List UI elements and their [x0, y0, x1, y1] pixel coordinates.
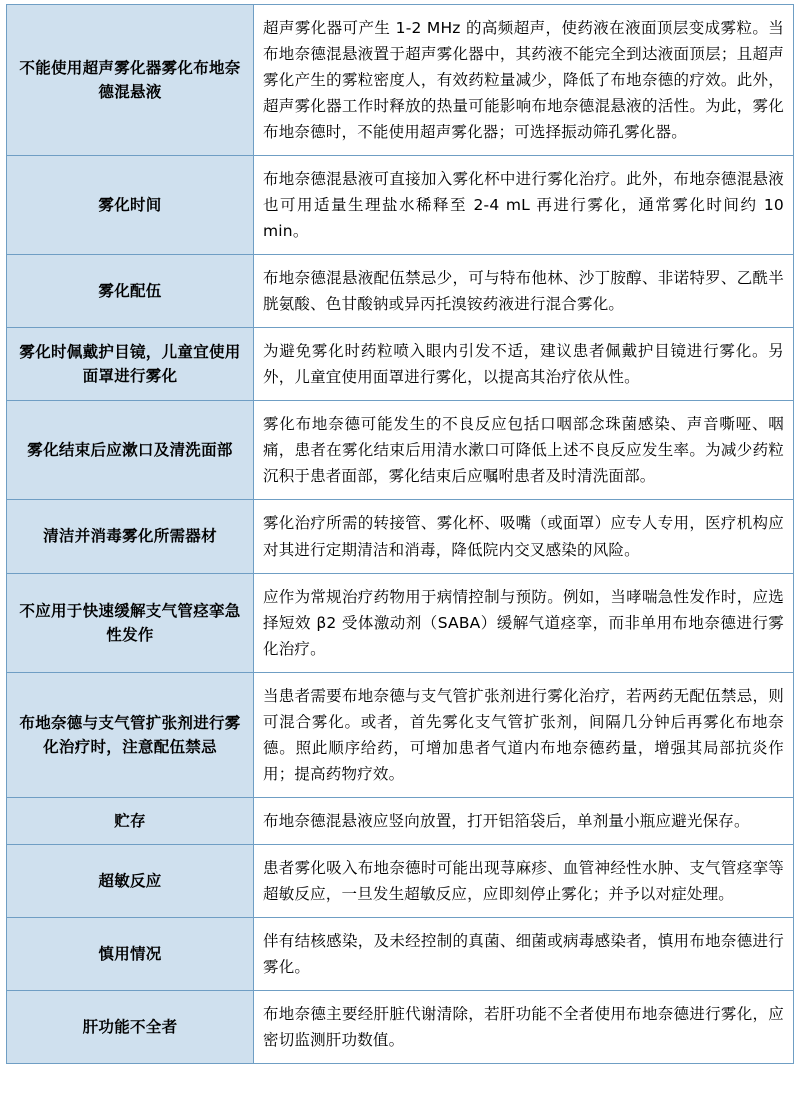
- row-value: 布地奈德混悬液应竖向放置，打开铝箔袋后，单剂量小瓶应避光保存。: [254, 797, 794, 844]
- row-key: 贮存: [7, 797, 254, 844]
- budesonide-nebulization-table: [6, 4, 794, 1064]
- row-key: 雾化时间: [7, 156, 254, 255]
- table-body: [7, 5, 794, 1064]
- row-key: 雾化配伍: [7, 255, 254, 328]
- row-key: 不应用于快速缓解支气管痉挛急性发作: [7, 573, 254, 672]
- table-row: [7, 328, 794, 401]
- table-row: [7, 917, 794, 990]
- row-value: 应作为常规治疗药物用于病情控制与预防。例如，当哮喘急性发作时，应选择短效 β2 受体激动剂（SABA）缓解气道痉挛，而非单用布地奈德进行雾化治疗。: [254, 573, 794, 672]
- row-value: 雾化布地奈德可能发生的不良反应包括口咽部念珠菌感染、声音嘶哑、咽痛，患者在雾化结束后用清水漱口可降低上述不良反应发生率。为减少药粒沉积于患者面部，雾化结束后应嘱咐患者及时清洗面部。: [254, 401, 794, 500]
- table-row: [7, 255, 794, 328]
- table-row: [7, 990, 794, 1063]
- table-row: [7, 573, 794, 672]
- table-row: [7, 5, 794, 156]
- row-value: 雾化治疗所需的转接管、雾化杯、吸嘴（或面罩）应专人专用，医疗机构应对其进行定期清洁和消毒，降低院内交叉感染的风险。: [254, 500, 794, 573]
- row-key: 超敏反应: [7, 844, 254, 917]
- table-row: [7, 844, 794, 917]
- table-row: [7, 500, 794, 573]
- row-value: 当患者需要布地奈德与支气管扩张剂进行雾化治疗，若两药无配伍禁忌，则可混合雾化。或者，首先雾化支气管扩张剂，间隔几分钟后再雾化布地奈德。照此顺序给药，可增加患者气道内布地奈德药量，增强其局部抗炎作用；提高药物疗效。: [254, 672, 794, 797]
- table-row: [7, 401, 794, 500]
- row-value: 伴有结核感染，及未经控制的真菌、细菌或病毒感染者，慎用布地奈德进行雾化。: [254, 917, 794, 990]
- row-value: 为避免雾化时药粒喷入眼内引发不适，建议患者佩戴护目镜进行雾化。另外，儿童宜使用面罩进行雾化，以提高其治疗依从性。: [254, 328, 794, 401]
- row-key: 清洁并消毒雾化所需器材: [7, 500, 254, 573]
- table-row: [7, 156, 794, 255]
- table-row: [7, 797, 794, 844]
- row-key: 慎用情况: [7, 917, 254, 990]
- row-value: 布地奈德混悬液可直接加入雾化杯中进行雾化治疗。此外，布地奈德混悬液也可用适量生理盐水稀释至 2-4 mL 再进行雾化，通常雾化时间约 10 min。: [254, 156, 794, 255]
- row-key: 布地奈德与支气管扩张剂进行雾化治疗时，注意配伍禁忌: [7, 672, 254, 797]
- row-value: 患者雾化吸入布地奈德时可能出现荨麻疹、血管神经性水肿、支气管痉挛等超敏反应，一旦发生超敏反应，应即刻停止雾化；并予以对症处理。: [254, 844, 794, 917]
- row-key: 不能使用超声雾化器雾化布地奈德混悬液: [7, 5, 254, 156]
- table-row: [7, 672, 794, 797]
- row-value: 布地奈德混悬液配伍禁忌少，可与特布他林、沙丁胺醇、非诺特罗、乙酰半胱氨酸、色甘酸钠或异丙托溴铵药液进行混合雾化。: [254, 255, 794, 328]
- row-key: 雾化结束后应漱口及清洗面部: [7, 401, 254, 500]
- row-value: 布地奈德主要经肝脏代谢清除，若肝功能不全者使用布地奈德进行雾化，应密切监测肝功数值。: [254, 990, 794, 1063]
- row-value: 超声雾化器可产生 1-2 MHz 的高频超声，使药液在液面顶层变成雾粒。当布地奈德混悬液置于超声雾化器中，其药液不能完全到达液面顶层；且超声雾化产生的雾粒密度人，有效药粒量减少，降低了布地奈德的疗效。此外，超声雾化器工作时释放的热量可能影响布地奈德混悬液的活性。为此，雾化布地奈德时，不能使用超声雾化器；可选择振动筛孔雾化器。: [254, 5, 794, 156]
- row-key: 雾化时佩戴护目镜，儿童宜使用面罩进行雾化: [7, 328, 254, 401]
- row-key: 肝功能不全者: [7, 990, 254, 1063]
